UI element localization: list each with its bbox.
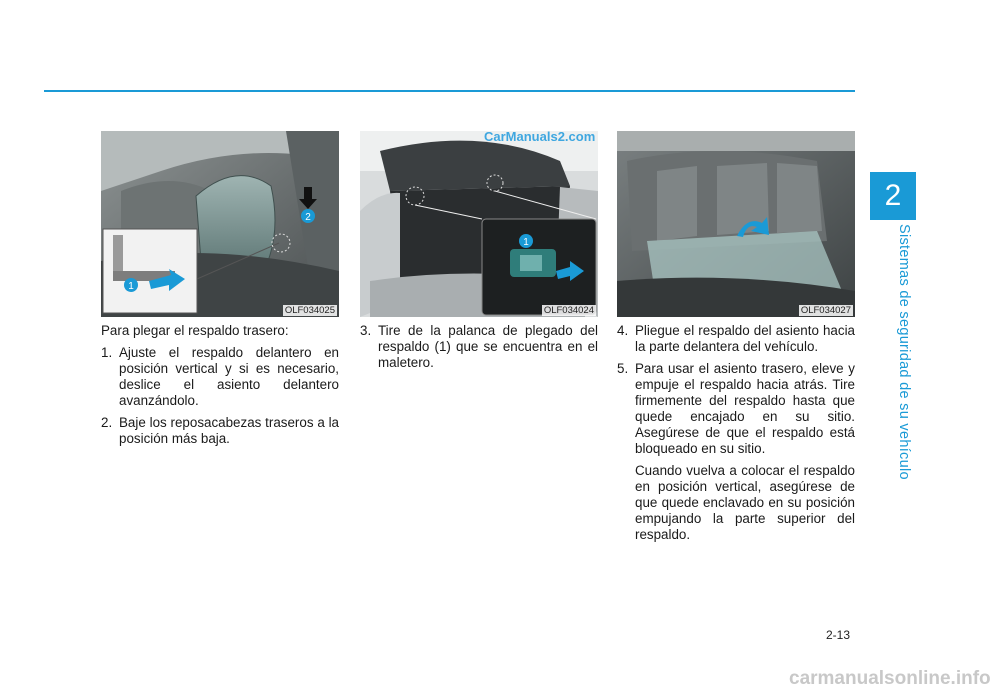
list-item <box>101 345 339 409</box>
column-1-text <box>101 323 339 447</box>
header-rule <box>44 90 855 92</box>
item-text: Pliegue el respaldo del asiento hacia la parte delantera del vehículo. <box>635 323 855 354</box>
list-item <box>617 361 855 457</box>
figure-code: OLF034027 <box>800 305 851 316</box>
footer-watermark[interactable]: carmanualsonline.info <box>789 668 991 689</box>
item-number: 3. <box>360 323 372 338</box>
column-3 <box>617 131 855 549</box>
chapter-number: 2 <box>884 179 902 212</box>
watermark: CarManuals2.com <box>484 129 596 144</box>
list-item <box>360 323 598 371</box>
callout-2: 2 <box>305 212 311 223</box>
figure-headrest <box>101 131 339 317</box>
chapter-title: Sistemas de seguridad de su vehículo <box>896 224 912 480</box>
figure-folded-seat <box>617 131 855 317</box>
figure-trunk <box>360 131 598 317</box>
intro-text: Para plegar el respaldo trasero: <box>101 323 289 338</box>
figure-code: OLF034025 <box>284 305 335 316</box>
callout-1: 1 <box>523 237 529 248</box>
page-number: 2-13 <box>826 628 851 642</box>
note-text: Cuando vuelva a colocar el respaldo en posición vertical, asegúrese de que quede enclavado en su posición empujando la parte superior del respaldo. <box>635 463 855 542</box>
item-number: 4. <box>617 323 629 338</box>
item-text: Baje los reposacabezas traseros a la posición más baja. <box>119 415 339 446</box>
list-item <box>101 415 339 447</box>
list-item <box>617 323 855 355</box>
column-2 <box>360 131 598 377</box>
figure-code: OLF034024 <box>543 305 594 316</box>
item-number: 5. <box>617 361 629 376</box>
item-number: 1. <box>101 345 113 360</box>
callout-1: 1 <box>128 281 134 292</box>
column-1 <box>101 131 339 453</box>
item-text: Tire de la palanca de plegado del respaldo (1) que se encuentra en el maletero. <box>378 323 598 370</box>
chapter-tab[interactable] <box>870 172 916 220</box>
item-text: Ajuste el respaldo delantero en posición vertical y si es necesario, deslice el asiento delantero avanzándolo. <box>119 345 339 408</box>
item-text: Para usar el asiento trasero, eleve y empuje el respaldo hacia atrás. Tire firmemente del respaldo hasta que quede encajado en su sitio. Asegúrese de que el respaldo está bloqueado en su sitio. <box>635 361 855 456</box>
item-number: 2. <box>101 415 113 430</box>
column-3-text <box>617 323 855 543</box>
column-2-text <box>360 323 598 371</box>
